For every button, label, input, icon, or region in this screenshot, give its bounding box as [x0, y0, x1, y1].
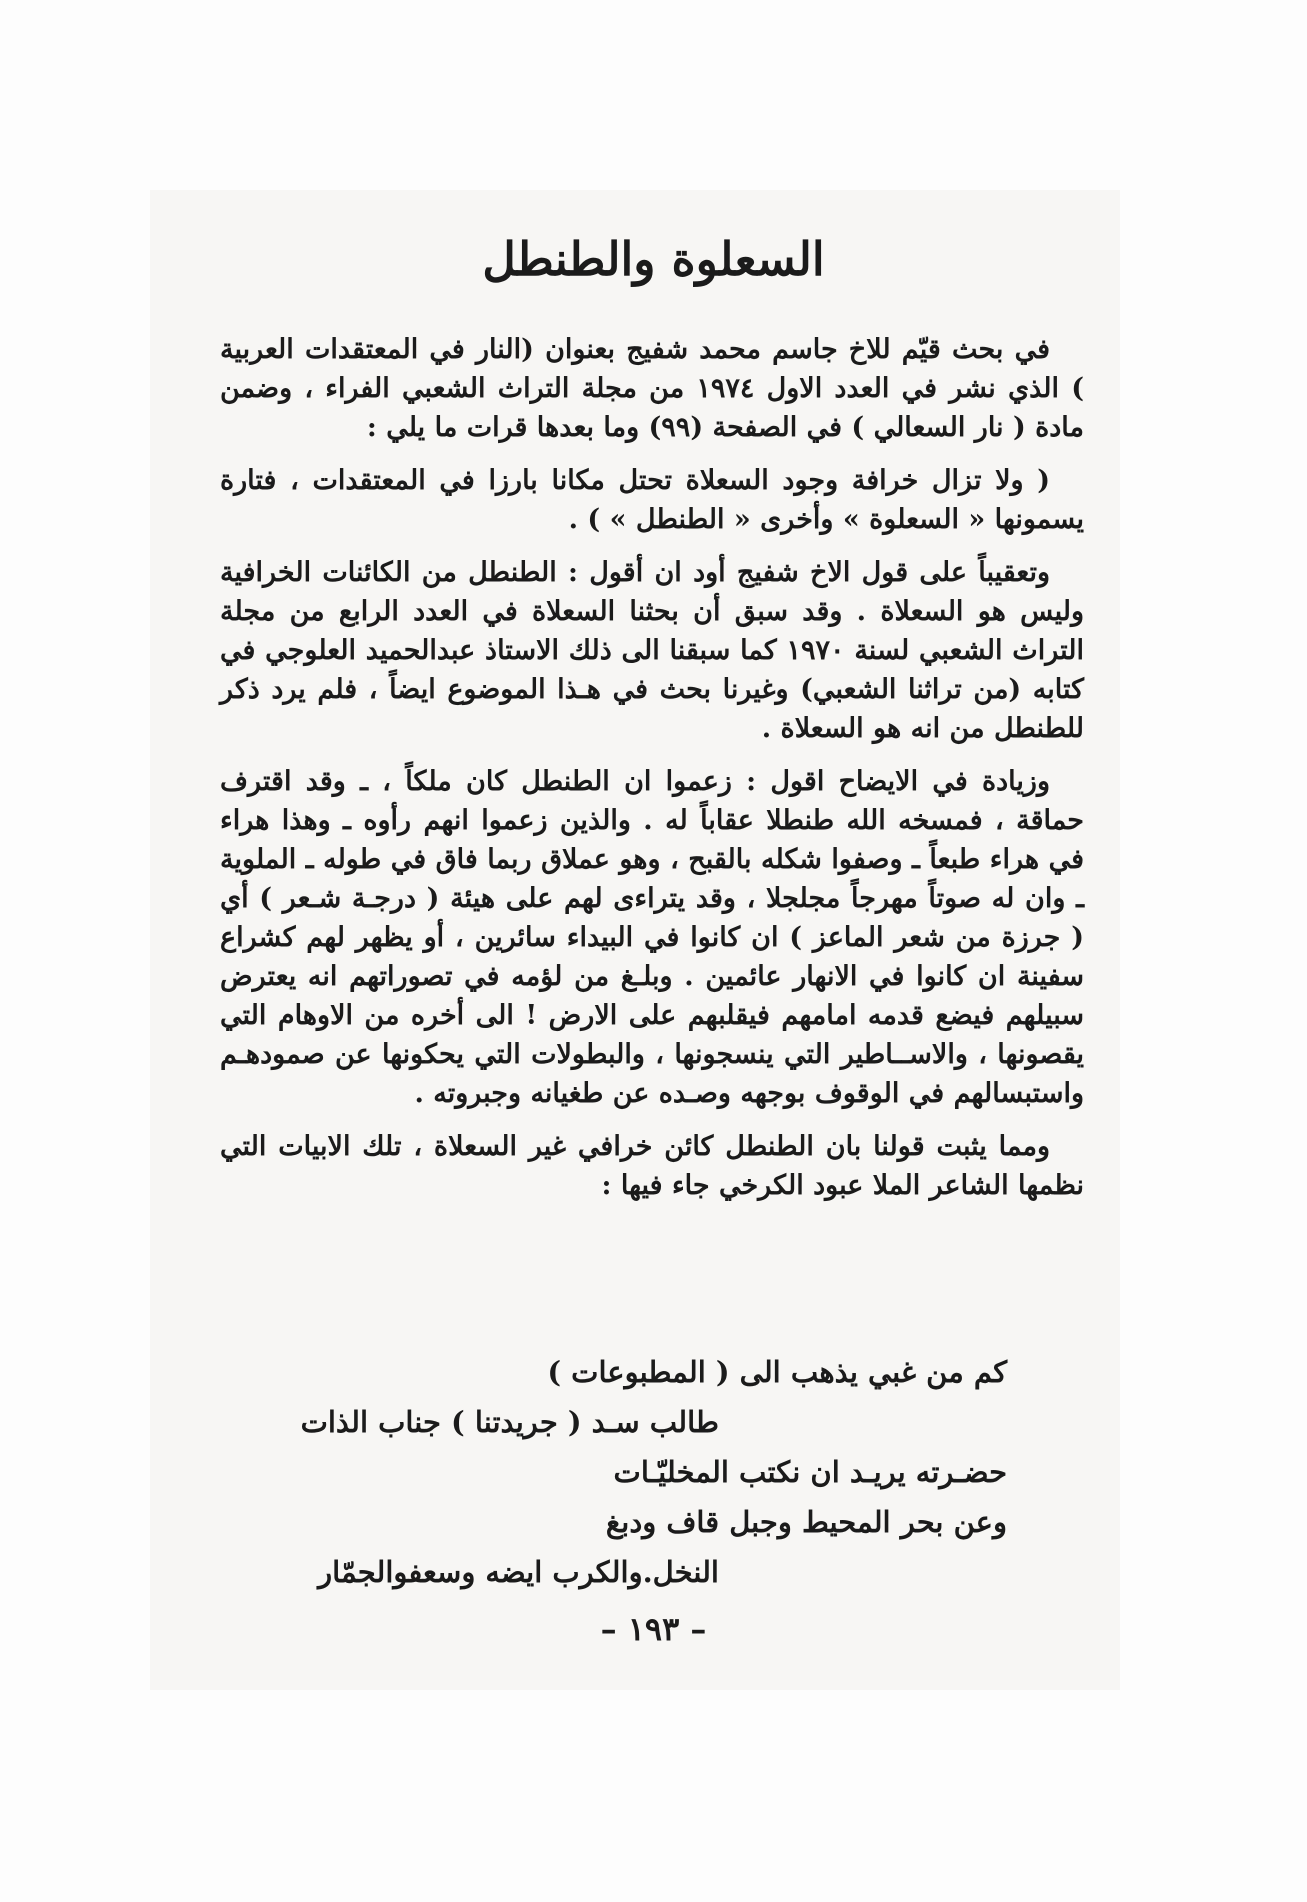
- paragraph-verses-intro: ومما يثبت قولنا بان الطنطل كائن خرافي غير السعلاة ، تلك الابيات التي نظمها الشاعر الملا عبود الكرخي جاء فيها :: [220, 1131, 1084, 1201]
- paragraph-quote: ( ولا تزال خرافة وجود السعلاة تحتل مكانا بارزا في المعتقدات ، فتارة يسمونها « السعلوة » وأخرى « الطنطل » ) .: [220, 465, 1084, 535]
- poem-line-1: كم من غبي يذهب الى ( المطبوعات ): [547, 1355, 1007, 1389]
- page-title: السعلوة والطنطل: [482, 232, 825, 286]
- paragraph-description: وزيادة في الايضاح اقول : زعموا ان الطنطل كان ملكاً ، ـ وقد اقترف حماقة ، فمسخه الله طنطلا عقاباً له . والذين زعموا انهم رأوه ـ وهذا هراء في هراء طبعاً ـ وصفوا شكله بالقبح ، وهو عملاق ربما فاق في طوله ـ الملوية ـ وان له صوتاً مهرجاً مجلجلا ، وقد يتراءى لهم على هيئة ( درجـة شـعر ) أي ( جرزة من شعر الماعز ) ان كانوا في البيداء سائرين ، أو يظهر لهم كشراع سفينة ان كانوا في الانهار عائمين . وبلـغ من لؤمه في تصوراتهم انه يعترض سبيلهم فيضع قدمه امامهم فيقلبهم على الارض ! الى أخره من الاوهام التي يقصونها ، والاســاطير التي ينسجونها ، والبطولات التي يحكونها عن صمودهـم واستبسالهم في الوقوف بوجهه وصـده عن طغيانه وجبروته .: [220, 766, 1084, 1109]
- poem-line-4: وعن بحر المحيط وجبل قاف ودبغ: [605, 1505, 1007, 1539]
- article-body: [220, 330, 1084, 1219]
- paragraph-intro: في بحث قيّم للاخ جاسم محمد شفيج بعنوان (النار في المعتقدات العربية ) الذي نشر في العدد الاول ١٩٧٤ من مجلة التراث الشعبي الفراء ، وضمن مادة ( نار السعالي ) في الصفحة (٩٩) وما بعدها قرات ما يلي :: [220, 334, 1084, 443]
- poem-line-2: طالب سـد ( جريدتنا ) جناب الذات: [300, 1405, 719, 1439]
- poem-line-3: حضـرته يريـد ان نكتب المخليّـات: [613, 1455, 1007, 1489]
- page-number: – ١٩٣ –: [600, 1610, 707, 1648]
- paragraph-rebuttal: وتعقيباً على قول الاخ شفيج أود ان أقول : الطنطل من الكائنات الخرافية وليس هو السعلاة . وقد سبق أن بحثنا السعلاة في العدد الرابع من مجلة التراث الشعبي لسنة ١٩٧٠ كما سبقنا الى ذلك الاستاذ عبدالحميد العلوجي في كتابه (من تراثنا الشعبي) وغيرنا بحث في هـذا الموضوع ايضاً ، فلم يرد ذكر للطنطل من انه هو السعلاة .: [220, 557, 1084, 744]
- poem-line-5: النخل.والكرب ايضه وسعفوالجمّار: [318, 1555, 719, 1589]
